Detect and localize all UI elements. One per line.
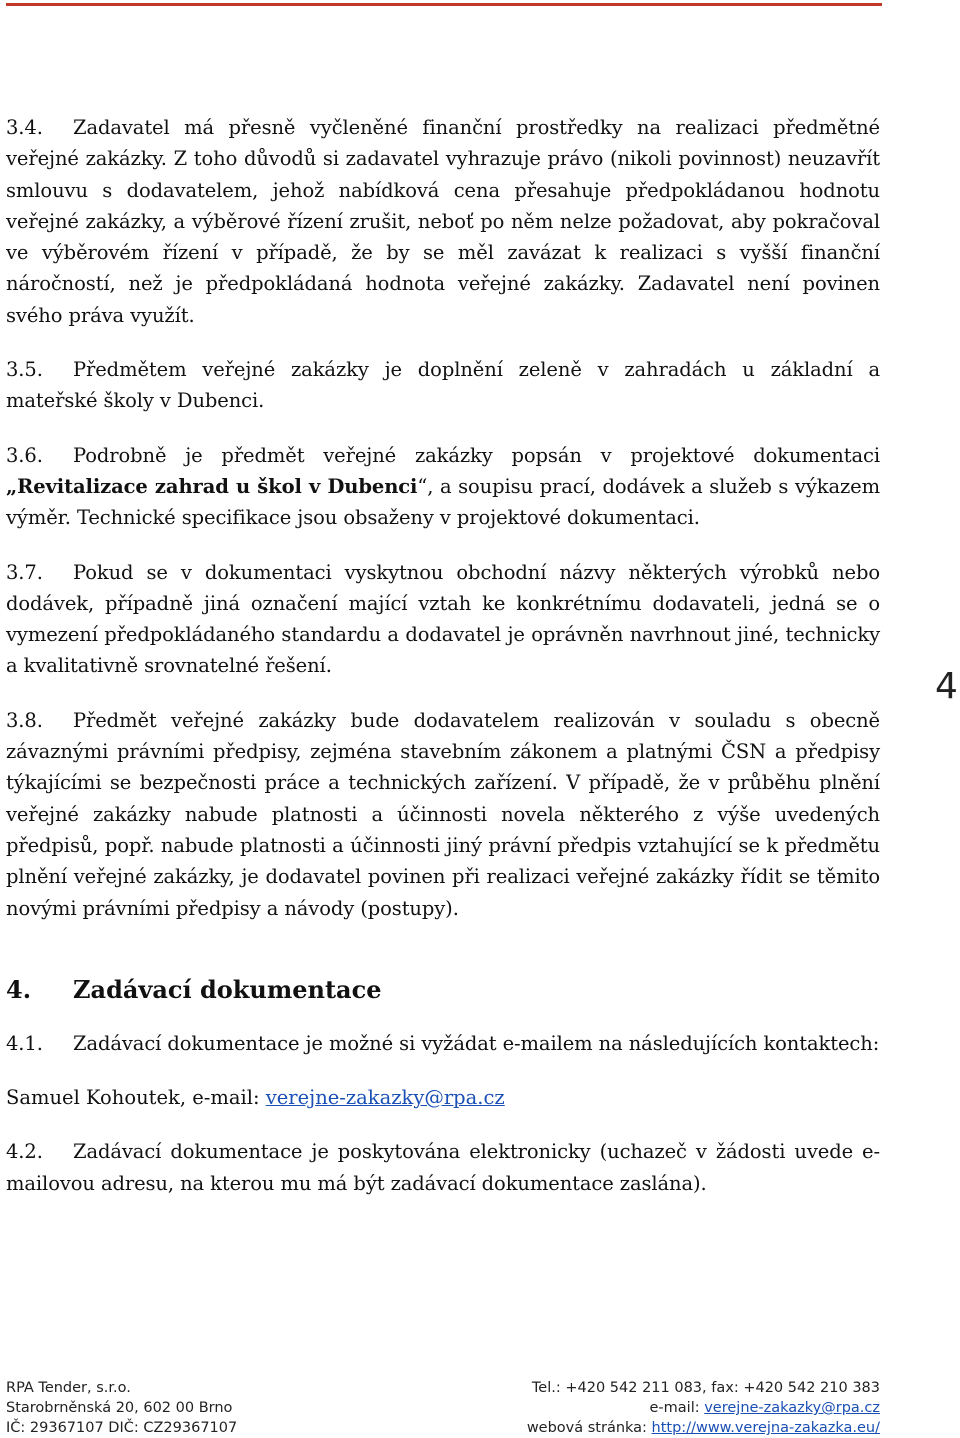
footer-address: Starobrněnská 20, 602 00 Brno [6,1400,233,1416]
footer-company: RPA Tender, s.r.o. [6,1380,131,1396]
section-number: 4. [6,974,32,1004]
paragraph-text: Podrobně je předmět veřejné zakázky popsán v projektové dokumentaci [73,443,880,467]
paragraph-text: Zadávací dokumentace je možné si vyžádat e-mailem na následujících kontaktech: [73,1031,880,1055]
footer-web-line [527,1418,880,1438]
footer-web-label: webová stránka: [526,1420,652,1436]
paragraph-number: 3.7. [6,560,43,584]
footer-email-line [527,1398,880,1418]
paragraph-3-4 [6,112,880,331]
section-title: Zadávací dokumentace [73,974,382,1004]
footer-ids: IČ: 29367107 DIČ: CZ29367107 [6,1420,238,1436]
page-number: 4 [935,666,958,707]
paragraph-number: 3.5. [6,358,43,382]
project-title: „Revitalizace zahrad u škol v Dubenci [6,474,418,498]
paragraph-text: “, a soupisu prací, dodávek a služeb s výkazem výměr. Technické specifikace jsou obsaženy v projektové dokumentaci. [6,474,881,530]
footer-company-info [6,1378,237,1438]
paragraph-text: Předmětem veřejné zakázky je doplnění zeleně v zahradách u základní a mateřské školy v Dubenci. [6,358,880,413]
footer-email-label: e-mail: [649,1400,705,1416]
paragraph-number: 4.1. [6,1031,43,1055]
paragraph-text: Pokud se v dokumentaci vyskytnou obchodní názvy některých výrobků nebo dodávek, případně jiná označení mající vztah ke konkrétnímu dodavateli, jedná se o vymezení předpokládaného standardu a dodavatel je oprávněn navrhnout jiné, technicky a kvalitativně srovnatelné řešení. [6,560,880,678]
footer-web-link[interactable]: http://www.verejna-zakazka.eu/ [651,1420,880,1436]
footer-contact-info [527,1378,880,1438]
header-rule [6,3,882,6]
paragraph-number: 3.6. [6,443,43,467]
paragraph-3-8 [6,705,880,924]
section-heading [6,974,880,1006]
paragraph-number: 3.4. [6,116,43,139]
paragraph-text: Zadavatel má přesně vyčleněné finanční prostředky na realizaci předmětné veřejné zakázky. Z toho důvodů si zadavatel vyhrazuje právo (nikoli povinnost) neuzavřít smlouvu s dodavatelem, jehož nabídková cena přesahuje předpokládanou hodnotu veřejné zakázky, a výběrové řízení zrušit, neboť po něm nelze požadovat, aby pokračoval ve výběrovém řízení v případě, že by se měl zavázat k realizaci s vyšší finanční náročností, než je předpokládaná hodnota veřejné zakázky. Zadavatel není povinen svého práva využít. [6,116,880,327]
paragraph-number: 3.8. [6,708,43,732]
contact-label: Samuel Kohoutek, e-mail: [6,1086,266,1110]
document-body [6,112,880,1222]
paragraph-3-7 [6,557,880,682]
contact-line [6,1082,880,1113]
footer-phone: Tel.: +420 542 211 083, fax: +420 542 210 383 [531,1380,880,1396]
paragraph-4-1 [6,1028,880,1059]
paragraph-3-5 [6,354,880,417]
paragraph-3-6 [6,440,880,534]
contact-email-link[interactable]: verejne-zakazky@rpa.cz [265,1086,505,1110]
paragraph-text: Předmět veřejné zakázky bude dodavatelem realizován v souladu s obecně závaznými právními předpisy, zejména stavebním zákonem a platnými ČSN a předpisy týkajícími se bezpečnosti práce a technických zařízení. V případě, že v průběhu plnění veřejné zakázky nabude platnosti a účinnosti novela některého z výše uvedených předpisů, popř. nabude platnosti a účinnosti jiný právní předpis vztahující se k předmětu plnění veřejné zakázky, je dodavatel povinen při realizaci veřejné zakázky řídit se těmito novými právními předpisy a návody (postupy). [6,708,880,920]
paragraph-text: Zadávací dokumentace je poskytována elektronicky (uchazeč v žádosti uvede e-mailovou adresu, na kterou mu má být zadávací dokumentace zaslána). [6,1140,880,1195]
paragraph-number: 4.2. [6,1140,43,1164]
footer-email-link[interactable]: verejne-zakazky@rpa.cz [704,1400,880,1416]
paragraph-4-2 [6,1136,880,1199]
